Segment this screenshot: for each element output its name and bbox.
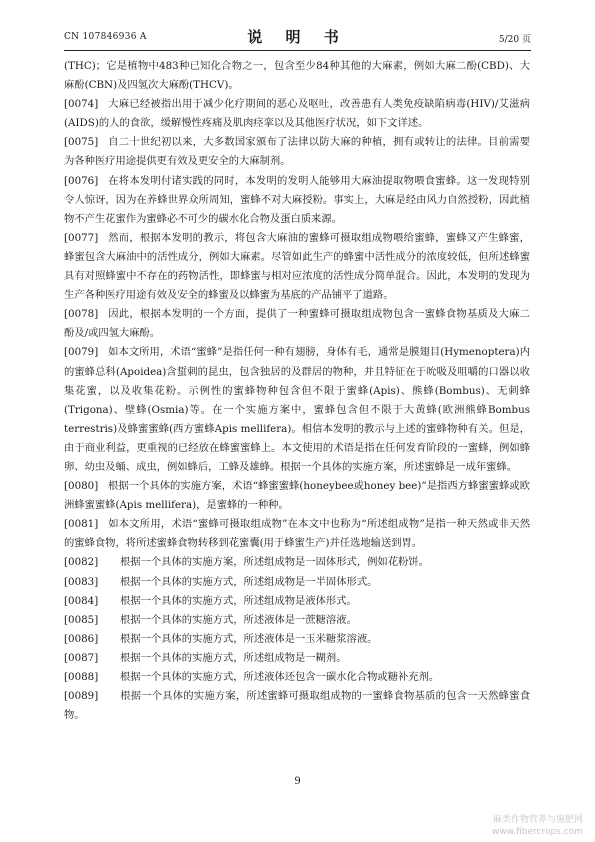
- paragraph-text: 大麻已经被指出用于减少化疗期间的恶心及呕吐，改善患有人类免疫缺陷病毒(HIV)/艾滋病(AIDS)的人的食欲，缓解慢性疼痛及肌肉痉挛以及其他医疗状况，如下文详述。: [64, 98, 530, 130]
- paragraph-number: [0078]: [64, 308, 99, 321]
- paragraph-text: 根据一个具体的实施方式，所述组成物是液体形式。: [120, 594, 357, 607]
- paragraph-text: (THC)；它是植物中483种已知化合物之一，包含至少84种其他的大麻素，例如大麻二酚(CBD)、大麻酚(CBN)及四氢次大麻酚(THCV)。: [64, 60, 530, 92]
- paragraph-text: 根据一个具体的实施方式，所述液体还包含一碳水化合物或糖补充剂。: [120, 671, 440, 683]
- paragraph-text: 自二十世纪初以来，大多数国家颁布了法律以防大麻的种植，拥有或转让的法律。目前需要为各种医疗用途提供更有效及更安全的大麻制剂。: [64, 136, 530, 168]
- paragraph-number: [0080]: [64, 480, 99, 493]
- paragraph-number: [0087]: [64, 651, 99, 664]
- paragraph-text: 根据一个具体的实施方式，所述液体是一蔗糖溶液。: [120, 613, 357, 626]
- paragraph-number: [0076]: [64, 174, 99, 187]
- paragraph: [64, 553, 530, 572]
- paragraph-text: 根据一个具体的实施方式，所述组成物是一半固体形式。: [120, 575, 378, 588]
- paragraph: [64, 95, 530, 133]
- paragraph: [64, 343, 530, 477]
- paragraph-text: 根据一个具体的实施方式，所述液体是一玉米糖浆溶液。: [120, 632, 378, 645]
- paragraph: [64, 687, 530, 725]
- paragraph-text: 如本文所用，术语“蜜蜂可摄取组成物”在本文中也称为“所述组成物”是指一种天然或非天然的蜜蜂食物，将所述蜜蜂食物转移到花蜜囊(用于蜂蜜生产)并任选地输送到胃。: [64, 518, 530, 550]
- paragraph-number: [0085]: [64, 613, 99, 626]
- watermark-line-1: 麻类作物营养与施肥网: [492, 815, 583, 825]
- paragraph: [64, 229, 530, 305]
- header-divider: [64, 50, 531, 51]
- paragraph-number: [0086]: [64, 632, 99, 645]
- document-title: 说 明 书: [247, 28, 348, 46]
- paragraph-text: 根据一个具体的实施方式，所述组成物是一糊剂。: [120, 651, 347, 664]
- paragraph-number: [0077]: [64, 231, 99, 244]
- paragraph-number: [0083]: [64, 575, 99, 588]
- paragraph: [64, 172, 530, 229]
- paragraph: [64, 630, 530, 649]
- paragraph-text: 在将本发明付诸实践的同时，本发明的发明人能够用大麻油提取物喂食蜜蜂。这一发现特别令人惊讶，因为在养蜂世界众所周知，蜜蜂不对大麻授粉。事实上，大麻是经由风力自然授粉，因此植物不产生花蜜作为蜜蜂必不可少的碳水化合物及蛋白质来源。: [64, 174, 530, 225]
- paragraph-number: [0079]: [64, 346, 99, 359]
- paragraph-text: 如本文所用，术语“蜜蜂”是指任何一种有翅膀，身体有毛，通常是膜翅目(Hymenoptera)内的蜜蜂总科(Apoidea)含蜇刺的昆虫，包含独居的及群居的物种，并且特征在于吮吸及咀嚼的口器以收集花蜜，以及收集花粉。示例性的蜜蜂物种包含但不限于蜜蜂(Apis)、熊蜂(Bombus)、无刺蜂(Trigona)、壁蜂(Osmia)等。在一个实施方案中，蜜蜂包含但不限于大黄蜂(欧洲熊蜂Bombus terrestris)及蜂蜜蜜蜂(西方蜜蜂Apis mellifera)。相信本发明的教示与上述的蜜蜂物种有关。但是，由于商业利益，更重视的已经放在蜂蜜蜜蜂上。本文使用的术语是指在任何发育阶段的一蜜蜂，例如蜂卵、幼虫及蛹、成虫，例如蜂后，工蜂及雄蜂。根据一个具体的实施方案，所述蜜蜂是一成年蜜蜂。: [64, 346, 530, 473]
- paragraph-text: 因此，根据本发明的一个方面，提供了一种蜜蜂可摄取组成物包含一蜜蜂食物基质及大麻二酚及/或四氢大麻酚。: [64, 308, 530, 340]
- paragraph: [64, 649, 530, 668]
- paragraph: [64, 611, 530, 630]
- watermark: [492, 814, 583, 838]
- paragraph-text: 根据一个具体的实施方案，所述蜜蜂可摄取组成物的一蜜蜂食物基质的包含一天然蜂蜜食物。: [64, 690, 530, 722]
- paragraph: [64, 668, 530, 687]
- paragraph-number: [0088]: [64, 671, 99, 683]
- patent-number: CN 107846936 A: [64, 32, 147, 42]
- paragraph-text: 根据一个具体的实施方案，所述组成物是一固体形式，例如花粉饼。: [120, 556, 429, 569]
- paragraph-number: [0075]: [64, 136, 99, 149]
- paragraph: [64, 305, 530, 343]
- paragraph-text: 根据一个具体的实施方案，术语“蜂蜜蜜蜂(honeybee或honey bee)”是指西方蜂蜜蜜蜂或欧洲蜂蜜蜜蜂(Apis mellifera)，是蜜蜂的一种种。: [64, 480, 530, 512]
- paragraph: [64, 57, 530, 95]
- paragraph: [64, 573, 530, 592]
- page-number: 9: [294, 776, 301, 787]
- paragraph: [64, 477, 530, 515]
- page-info: 5/20 页: [498, 35, 531, 45]
- paragraph-number: [0082]: [64, 556, 99, 569]
- paragraph: [64, 133, 530, 171]
- paragraph: [64, 515, 530, 553]
- paragraph-number: [0084]: [64, 594, 99, 607]
- paragraph: [64, 592, 530, 611]
- watermark-line-2: www.fibercrops.com: [492, 827, 583, 837]
- paragraph-number: [0081]: [64, 518, 99, 531]
- document-body: [64, 57, 530, 725]
- page-header: [64, 26, 531, 48]
- paragraph-text: 然而，根据本发明的教示，将包含大麻油的蜜蜂可摄取组成物喂给蜜蜂，蜜蜂又产生蜂蜜，蜂蜜包含大麻油中的活性成分，例如大麻素。尽管如此生产的蜂蜜中活性成分的浓度较低，但所述蜂蜜具有对照蜂蜜中不存在的药物活性，即蜂蜜与相对应浓度的活性成分简单混合。因此，本发明的发现为生产各种医疗用途有效及安全的蜂蜜及以蜂蜜为基底的产品铺平了道路。: [64, 231, 530, 302]
- paragraph-number: [0089]: [64, 690, 99, 703]
- paragraph-number: [0074]: [64, 98, 99, 111]
